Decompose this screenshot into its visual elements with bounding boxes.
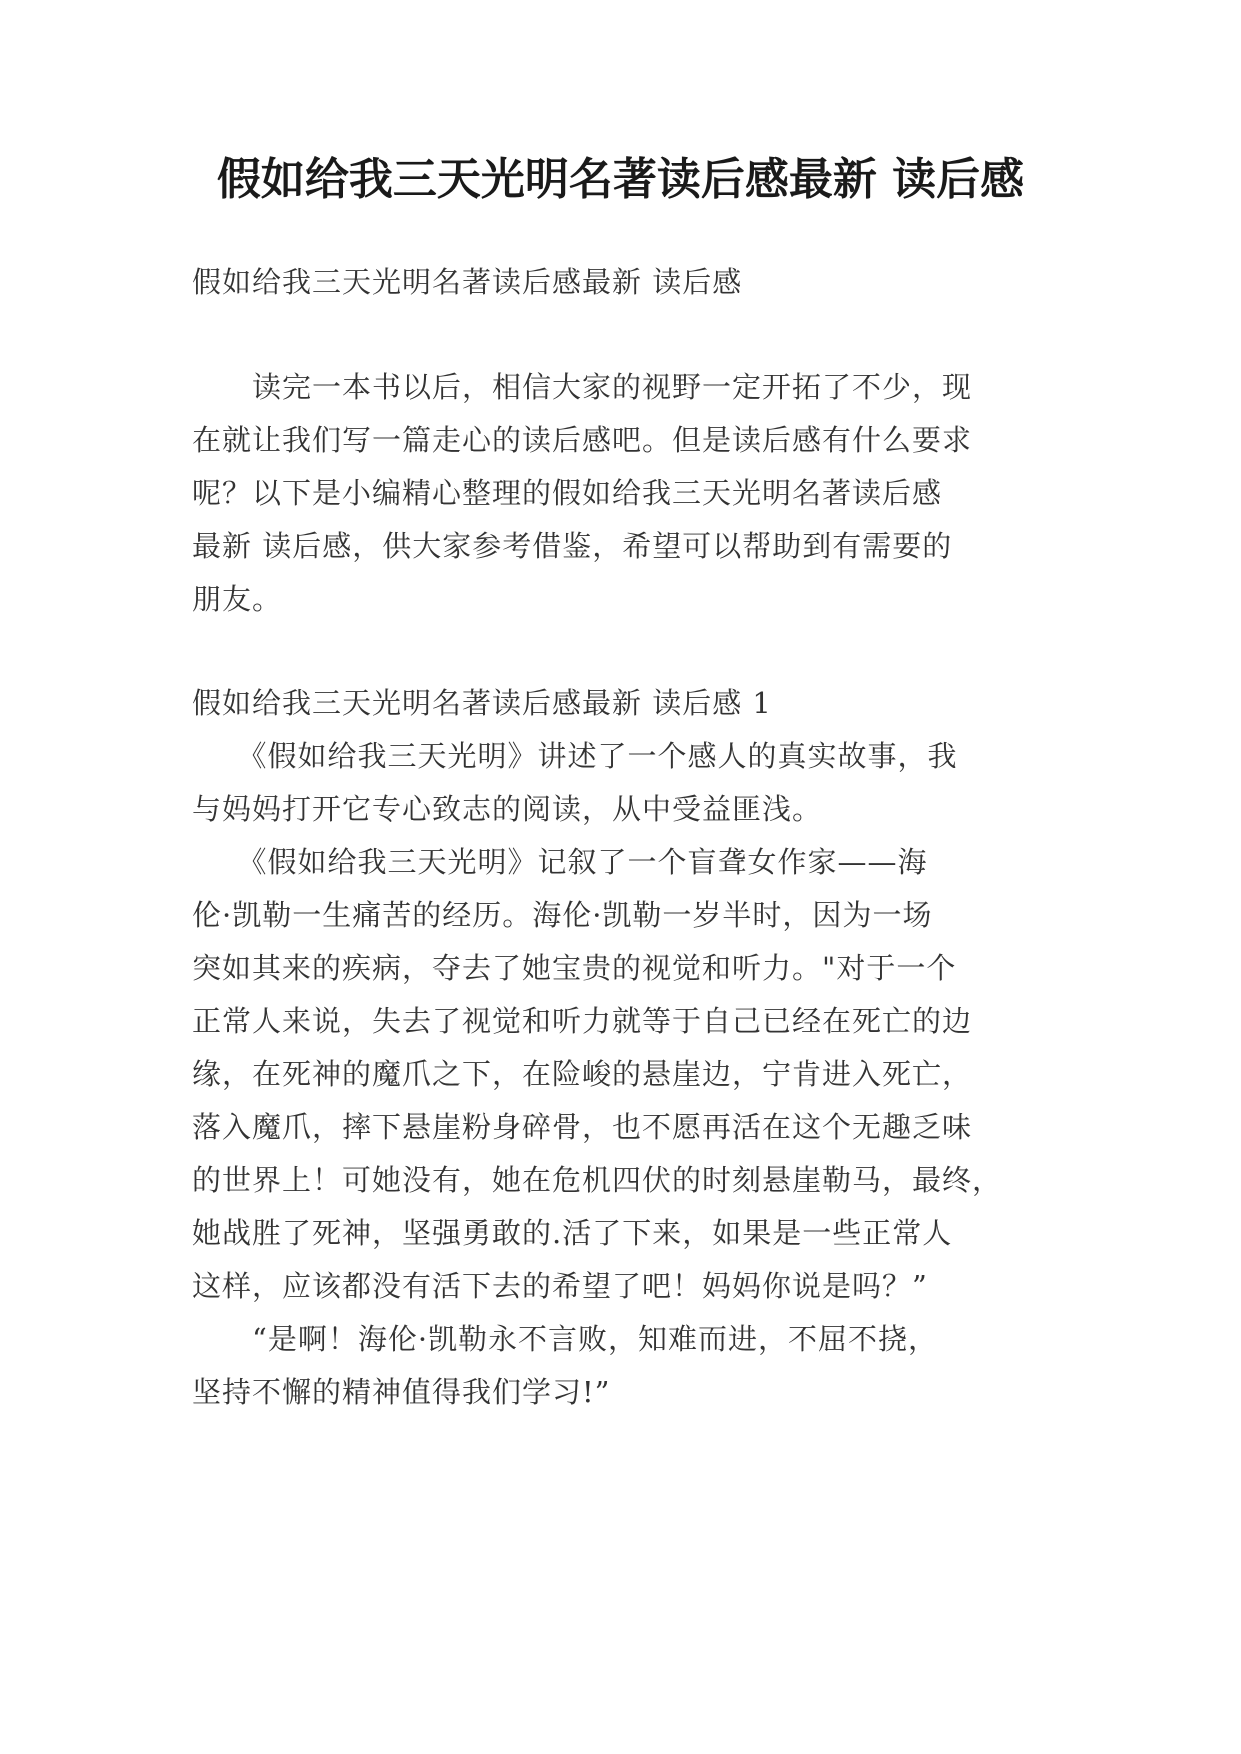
body-line: 这样，应该都没有活下去的希望了吧！妈妈你说是吗？”	[192, 1269, 928, 1303]
section-heading: 假如给我三天光明名著读后感最新 读后感 1	[192, 686, 772, 720]
body-line: 缘，在死神的魔爪之下，在险峻的悬崖边，宁肯进入死亡，	[192, 1057, 973, 1091]
body-line: 落入魔爪，摔下悬崖粉身碎骨，也不愿再活在这个无趣乏味	[192, 1110, 973, 1144]
body-line: 《假如给我三天光明》记叙了一个盲聋女作家——海	[192, 845, 928, 879]
body-line: 她战胜了死神，坚强勇敢的.活了下来，如果是一些正常人	[192, 1216, 953, 1250]
body-line: 的世界上！可她没有，她在危机四伏的时刻悬崖勒马，最终，	[192, 1163, 1003, 1197]
body-line: “是啊！海伦·凯勒永不言败，知难而进，不屈不挠，	[192, 1322, 939, 1356]
body-line: 正常人来说，失去了视觉和听力就等于自己已经在死亡的边	[192, 1004, 973, 1038]
document-title: 假如给我三天光明名著读后感最新 读后感	[216, 154, 1025, 205]
intro-line: 朋友。	[192, 582, 283, 616]
body-line: 伦·凯勒一生痛苦的经历。海伦·凯勒一岁半时，因为一场	[192, 898, 933, 932]
intro-line: 在就让我们写一篇走心的读后感吧。但是读后感有什么要求	[192, 423, 973, 457]
body-line: 与妈妈打开它专心致志的阅读，从中受益匪浅。	[192, 792, 823, 826]
body-line: 突如其来的疾病，夺去了她宝贵的视觉和听力。"对于一个	[192, 951, 957, 985]
intro-line: 最新 读后感，供大家参考借鉴，希望可以帮助到有需要的	[192, 529, 953, 563]
body-line: 坚持不懈的精神值得我们学习!”	[192, 1375, 611, 1409]
body-line: 《假如给我三天光明》讲述了一个感人的真实故事，我	[192, 739, 958, 773]
intro-line: 读完一本书以后，相信大家的视野一定开拓了不少，现	[192, 370, 973, 404]
document-subtitle: 假如给我三天光明名著读后感最新 读后感	[192, 265, 743, 299]
intro-line: 呢？以下是小编精心整理的假如给我三天光明名著读后感	[192, 476, 943, 510]
